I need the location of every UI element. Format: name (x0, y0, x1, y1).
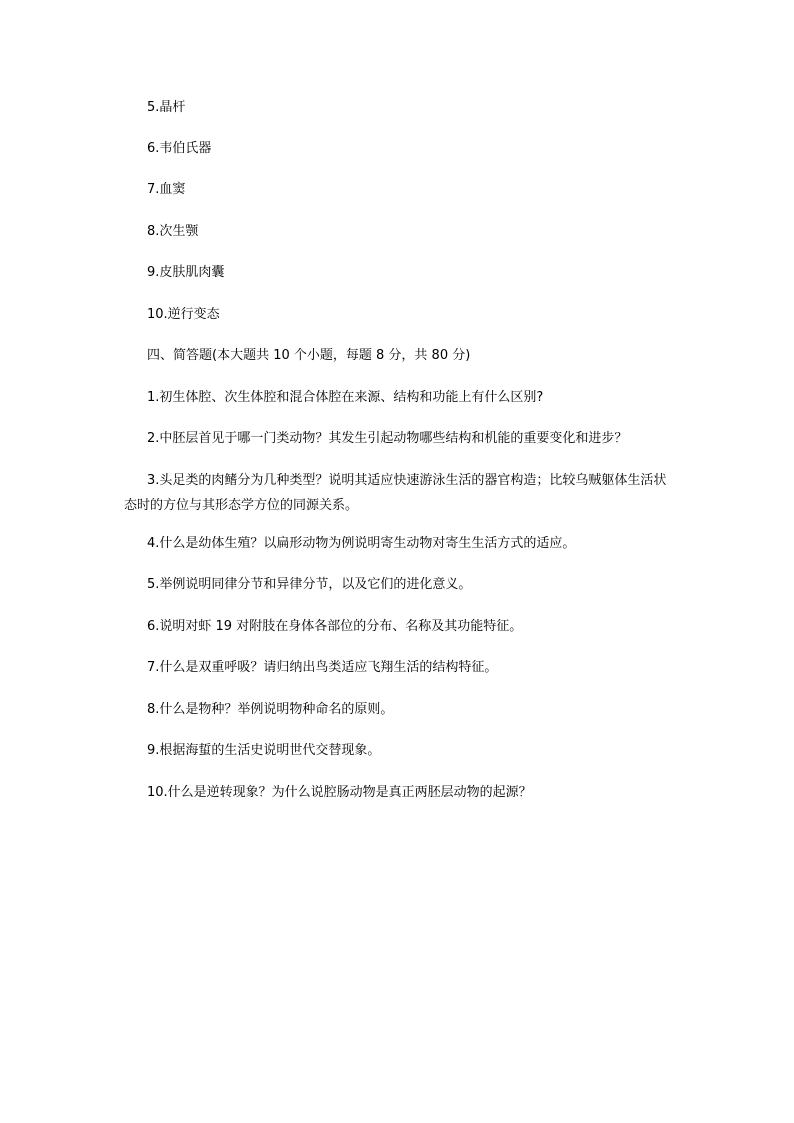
question-item: 5.举例说明同律分节和异律分节，以及它们的进化意义。 (147, 577, 472, 592)
term-item: 5.晶杆 (147, 100, 186, 115)
question-item: 1.初生体腔、次生体腔和混合体腔在来源、结构和功能上有什么区别? (147, 390, 544, 405)
question-item: 8.什么是物种？举例说明物种命名的原则。 (147, 702, 394, 717)
question-item: 10.什么是逆转现象？为什么说腔肠动物是真正两胚层动物的起源？ (147, 785, 532, 800)
section-heading: 四、简答题(本大题共 10 个小题，每题 8 分，共 80 分) (147, 348, 471, 363)
question-item: 6.说明对虾 19 对附肢在身体各部位的分布、名称及其功能特征。 (147, 619, 523, 634)
question-item: 2.中胚层首见于哪一门类动物？其发生引起动物哪些结构和机能的重要变化和进步？ (147, 431, 628, 446)
term-item: 7.血窦 (147, 182, 186, 197)
question-item: 9.根据海蜇的生活史说明世代交替现象。 (147, 743, 381, 758)
question-item: 7.什么是双重呼吸？请归纳出鸟类适应飞翔生活的结构特征。 (147, 660, 498, 675)
term-item: 6.韦伯氏器 (147, 141, 212, 156)
question-item: 3.头足类的肉鳍分为几种类型？说明其适应快速游泳生活的器官构造；比较乌贼躯体生活状态时的方位与其形态学方位的同源关系。 (124, 473, 667, 513)
question-item: 4.什么是幼体生殖？以扁形动物为例说明寄生动物对寄生生活方式的适应。 (147, 536, 576, 551)
term-item: 10.逆行变态 (147, 307, 220, 322)
term-item: 9.皮肤肌肉囊 (147, 265, 225, 280)
term-item: 8.次生颚 (147, 224, 199, 239)
